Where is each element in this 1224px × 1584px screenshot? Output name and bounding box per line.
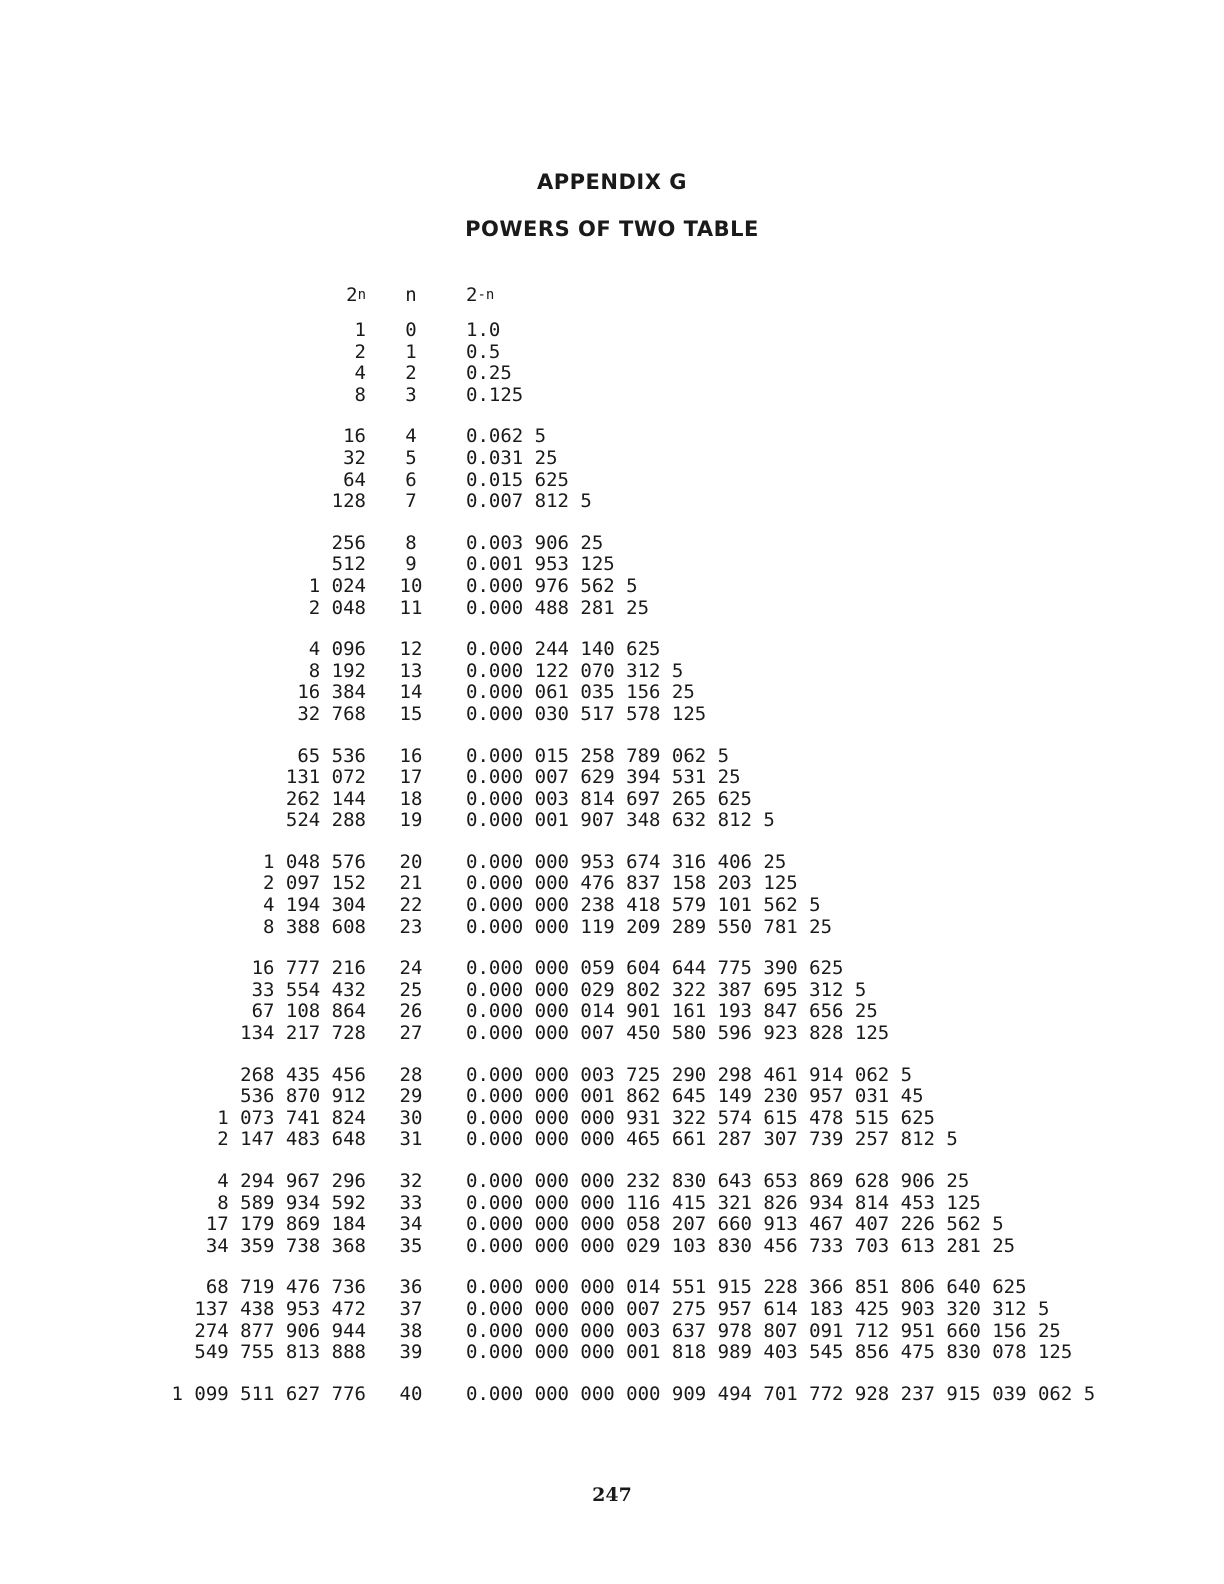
- negative-power-value: 0.125: [466, 383, 524, 406]
- exponent-value: 10: [399, 574, 423, 597]
- power-of-two-value: 512: [331, 553, 366, 576]
- table-row: [0, 320, 1224, 342]
- power-of-two-value: 268 435 456: [240, 1063, 366, 1086]
- table-row: [0, 1384, 1224, 1406]
- negative-power-value: 0.000 976 562 5: [466, 574, 638, 597]
- table-row: [0, 385, 1224, 407]
- header-exponent: -n: [477, 287, 495, 303]
- table-row: [0, 1277, 1224, 1299]
- table-row: [0, 789, 1224, 811]
- powers-of-two-table: [0, 320, 1224, 1425]
- power-of-two-value: 16 384: [297, 681, 366, 704]
- table-row: [0, 1129, 1224, 1151]
- table-row: [0, 426, 1224, 448]
- row-group: [0, 533, 1224, 619]
- power-of-two-value: 4: [354, 362, 366, 385]
- exponent-value: 39: [399, 1341, 423, 1364]
- power-of-two-value: 32: [343, 446, 366, 469]
- exponent-value: 8: [405, 531, 417, 554]
- power-of-two-value: 274 877 906 944: [194, 1319, 366, 1342]
- exponent-value: 40: [399, 1382, 423, 1405]
- exponent-value: 15: [399, 702, 423, 725]
- table-row: [0, 917, 1224, 939]
- table-row: [0, 448, 1224, 470]
- row-group: [0, 320, 1224, 406]
- negative-power-value: 0.000 000 000 465 661 287 307 739 257 812 5: [466, 1128, 958, 1151]
- negative-power-value: 0.000 000 000 007 275 957 614 183 425 903 320 312 5: [466, 1297, 1050, 1320]
- negative-power-value: 0.000 000 000 001 818 989 403 545 856 475 830 078 125: [466, 1341, 1073, 1364]
- exponent-value: 22: [399, 894, 423, 917]
- exponent-value: 14: [399, 681, 423, 704]
- negative-power-value: 0.015 625: [466, 468, 569, 491]
- exponent-value: 24: [399, 957, 423, 980]
- power-of-two-value: 128: [331, 490, 366, 513]
- negative-power-value: 0.000 000 001 862 645 149 230 957 031 45: [466, 1085, 924, 1108]
- header-exponent: n: [357, 287, 366, 303]
- power-of-two-value: 1 048 576: [263, 850, 366, 873]
- negative-power-value: 0.000 061 035 156 25: [466, 681, 695, 704]
- table-row: [0, 598, 1224, 620]
- header-base: 2: [466, 284, 478, 306]
- negative-power-value: 0.000 000 953 674 316 406 25: [466, 850, 787, 873]
- power-of-two-value: 16: [343, 425, 366, 448]
- table-row: [0, 1321, 1224, 1343]
- power-of-two-value: 262 144: [285, 787, 366, 810]
- exponent-value: 18: [399, 787, 423, 810]
- exponent-value: 20: [399, 850, 423, 873]
- table-row: [0, 1065, 1224, 1087]
- negative-power-value: 0.000 030 517 578 125: [466, 702, 707, 725]
- exponent-value: 12: [399, 638, 423, 661]
- exponent-value: 23: [399, 915, 423, 938]
- negative-power-value: 0.000 000 000 232 830 643 653 869 628 906 25: [466, 1170, 970, 1192]
- negative-power-value: 0.000 000 000 116 415 321 826 934 814 453 125: [466, 1191, 981, 1214]
- exponent-value: 25: [399, 978, 423, 1001]
- exponent-value: 2: [405, 362, 417, 385]
- table-row: [0, 958, 1224, 980]
- row-group: [0, 1171, 1224, 1257]
- power-of-two-value: 16 777 216: [251, 957, 366, 980]
- exponent-value: 26: [399, 1000, 423, 1023]
- table-row: [0, 363, 1224, 385]
- table-row: [0, 980, 1224, 1002]
- exponent-value: 21: [399, 872, 423, 895]
- negative-power-value: 0.007 812 5: [466, 490, 592, 513]
- negative-power-value: 0.001 953 125: [466, 553, 615, 576]
- exponent-value: 19: [399, 809, 423, 832]
- table-row: [0, 1108, 1224, 1130]
- table-row: [0, 554, 1224, 576]
- power-of-two-value: 137 438 953 472: [194, 1297, 366, 1320]
- negative-power-value: 0.003 906 25: [466, 531, 604, 554]
- header-positive-power: [300, 284, 366, 306]
- power-of-two-value: 1 073 741 824: [217, 1106, 366, 1129]
- appendix-heading: APPENDIX G: [537, 170, 687, 194]
- table-row: [0, 1001, 1224, 1023]
- table-row: [0, 810, 1224, 832]
- negative-power-value: 0.000 000 000 003 637 978 807 091 712 951 660 156 25: [466, 1319, 1061, 1342]
- negative-power-value: 0.000 000 007 450 580 596 923 828 125: [466, 1022, 890, 1045]
- power-of-two-value: 4 294 967 296: [217, 1170, 366, 1192]
- row-group: [0, 958, 1224, 1044]
- negative-power-value: 0.000 244 140 625: [466, 638, 661, 661]
- power-of-two-value: 2: [354, 340, 366, 363]
- row-group: [0, 639, 1224, 725]
- exponent-value: 9: [405, 553, 417, 576]
- table-row: [0, 1193, 1224, 1215]
- negative-power-value: 0.000 000 000 000 909 494 701 772 928 237 915 039 062 5: [466, 1382, 1096, 1405]
- table-row: [0, 746, 1224, 768]
- power-of-two-value: 33 554 432: [251, 978, 366, 1001]
- exponent-value: 5: [405, 446, 417, 469]
- negative-power-value: 0.000 000 000 029 103 830 456 733 703 613 281 25: [466, 1234, 1016, 1257]
- table-row: [0, 682, 1224, 704]
- power-of-two-value: 2 147 483 648: [217, 1128, 366, 1151]
- power-of-two-value: 549 755 813 888: [194, 1341, 366, 1364]
- power-of-two-value: 64: [343, 468, 366, 491]
- table-row: [0, 1342, 1224, 1364]
- exponent-value: 27: [399, 1022, 423, 1045]
- row-group: [0, 1384, 1224, 1406]
- exponent-value: 38: [399, 1319, 423, 1342]
- power-of-two-value: 1 024: [308, 574, 366, 597]
- table-row: [0, 342, 1224, 364]
- negative-power-value: 0.062 5: [466, 425, 547, 448]
- exponent-value: 0: [405, 319, 417, 341]
- power-of-two-value: 131 072: [285, 766, 366, 789]
- power-of-two-value: 8 388 608: [263, 915, 366, 938]
- power-of-two-value: 17 179 869 184: [205, 1213, 366, 1236]
- negative-power-value: 0.000 000 000 014 551 915 228 366 851 806 640 625: [466, 1276, 1027, 1299]
- power-of-two-value: 536 870 912: [240, 1085, 366, 1108]
- negative-power-value: 0.000 000 059 604 644 775 390 625: [466, 957, 844, 980]
- power-of-two-value: 2 048: [308, 596, 366, 619]
- row-group: [0, 852, 1224, 938]
- table-row: [0, 1023, 1224, 1045]
- negative-power-value: 1.0: [466, 319, 501, 341]
- exponent-value: 6: [405, 468, 417, 491]
- exponent-value: 33: [399, 1191, 423, 1214]
- exponent-value: 11: [399, 596, 423, 619]
- negative-power-value: 0.031 25: [466, 446, 558, 469]
- power-of-two-value: 4 096: [308, 638, 366, 661]
- exponent-value: 16: [399, 744, 423, 767]
- page-title: POWERS OF TWO TABLE: [465, 217, 759, 241]
- table-row: [0, 767, 1224, 789]
- exponent-value: 17: [399, 766, 423, 789]
- table-row: [0, 873, 1224, 895]
- power-of-two-value: 8: [354, 383, 366, 406]
- table-row: [0, 470, 1224, 492]
- power-of-two-value: 65 536: [297, 744, 366, 767]
- power-of-two-value: 68 719 476 736: [205, 1276, 366, 1299]
- negative-power-value: 0.000 000 119 209 289 550 781 25: [466, 915, 833, 938]
- table-row: [0, 639, 1224, 661]
- row-group: [0, 426, 1224, 512]
- power-of-two-value: 256: [331, 531, 366, 554]
- exponent-value: 31: [399, 1128, 423, 1151]
- negative-power-value: 0.000 488 281 25: [466, 596, 650, 619]
- negative-power-value: 0.000 003 814 697 265 625: [466, 787, 752, 810]
- negative-power-value: 0.25: [466, 362, 512, 385]
- header-negative-power: [466, 284, 494, 306]
- table-row: [0, 576, 1224, 598]
- table-row: [0, 852, 1224, 874]
- power-of-two-value: 2 097 152: [263, 872, 366, 895]
- row-group: [0, 746, 1224, 832]
- exponent-value: 35: [399, 1234, 423, 1257]
- power-of-two-value: 32 768: [297, 702, 366, 725]
- row-group: [0, 1277, 1224, 1363]
- exponent-value: 4: [405, 425, 417, 448]
- negative-power-value: 0.000 000 014 901 161 193 847 656 25: [466, 1000, 878, 1023]
- exponent-value: 34: [399, 1213, 423, 1236]
- exponent-value: 30: [399, 1106, 423, 1129]
- negative-power-value: 0.000 001 907 348 632 812 5: [466, 809, 775, 832]
- exponent-value: 36: [399, 1276, 423, 1299]
- exponent-value: 32: [399, 1170, 423, 1192]
- power-of-two-value: 1 099 511 627 776: [171, 1382, 366, 1405]
- exponent-value: 3: [405, 383, 417, 406]
- negative-power-value: 0.000 000 003 725 290 298 461 914 062 5: [466, 1063, 913, 1086]
- exponent-value: 7: [405, 490, 417, 513]
- table-row: [0, 1086, 1224, 1108]
- power-of-two-value: 1: [354, 319, 366, 341]
- exponent-value: 13: [399, 659, 423, 682]
- negative-power-value: 0.000 000 000 058 207 660 913 467 407 226 562 5: [466, 1213, 1004, 1236]
- negative-power-value: 0.000 122 070 312 5: [466, 659, 684, 682]
- negative-power-value: 0.000 007 629 394 531 25: [466, 766, 741, 789]
- power-of-two-value: 4 194 304: [263, 894, 366, 917]
- power-of-two-value: 67 108 864: [251, 1000, 366, 1023]
- table-row: [0, 1214, 1224, 1236]
- exponent-value: 28: [399, 1063, 423, 1086]
- exponent-value: 37: [399, 1297, 423, 1320]
- power-of-two-value: 8 589 934 592: [217, 1191, 366, 1214]
- table-row: [0, 1299, 1224, 1321]
- negative-power-value: 0.000 000 029 802 322 387 695 312 5: [466, 978, 867, 1001]
- power-of-two-value: 134 217 728: [240, 1022, 366, 1045]
- power-of-two-value: 524 288: [285, 809, 366, 832]
- header-base: 2: [346, 284, 358, 306]
- row-group: [0, 1065, 1224, 1151]
- table-row: [0, 1236, 1224, 1258]
- power-of-two-value: 34 359 738 368: [205, 1234, 366, 1257]
- table-row: [0, 1171, 1224, 1193]
- exponent-value: 29: [399, 1085, 423, 1108]
- table-row: [0, 533, 1224, 555]
- table-row: [0, 661, 1224, 683]
- negative-power-value: 0.000 000 476 837 158 203 125: [466, 872, 798, 895]
- exponent-value: 1: [405, 340, 417, 363]
- negative-power-value: 0.000 000 000 931 322 574 615 478 515 625: [466, 1106, 935, 1129]
- table-row: [0, 704, 1224, 726]
- page-number: 247: [592, 1484, 632, 1506]
- negative-power-value: 0.5: [466, 340, 501, 363]
- power-of-two-value: 8 192: [308, 659, 366, 682]
- table-row: [0, 895, 1224, 917]
- table-row: [0, 491, 1224, 513]
- header-n: n: [405, 284, 417, 306]
- negative-power-value: 0.000 015 258 789 062 5: [466, 744, 730, 767]
- negative-power-value: 0.000 000 238 418 579 101 562 5: [466, 894, 821, 917]
